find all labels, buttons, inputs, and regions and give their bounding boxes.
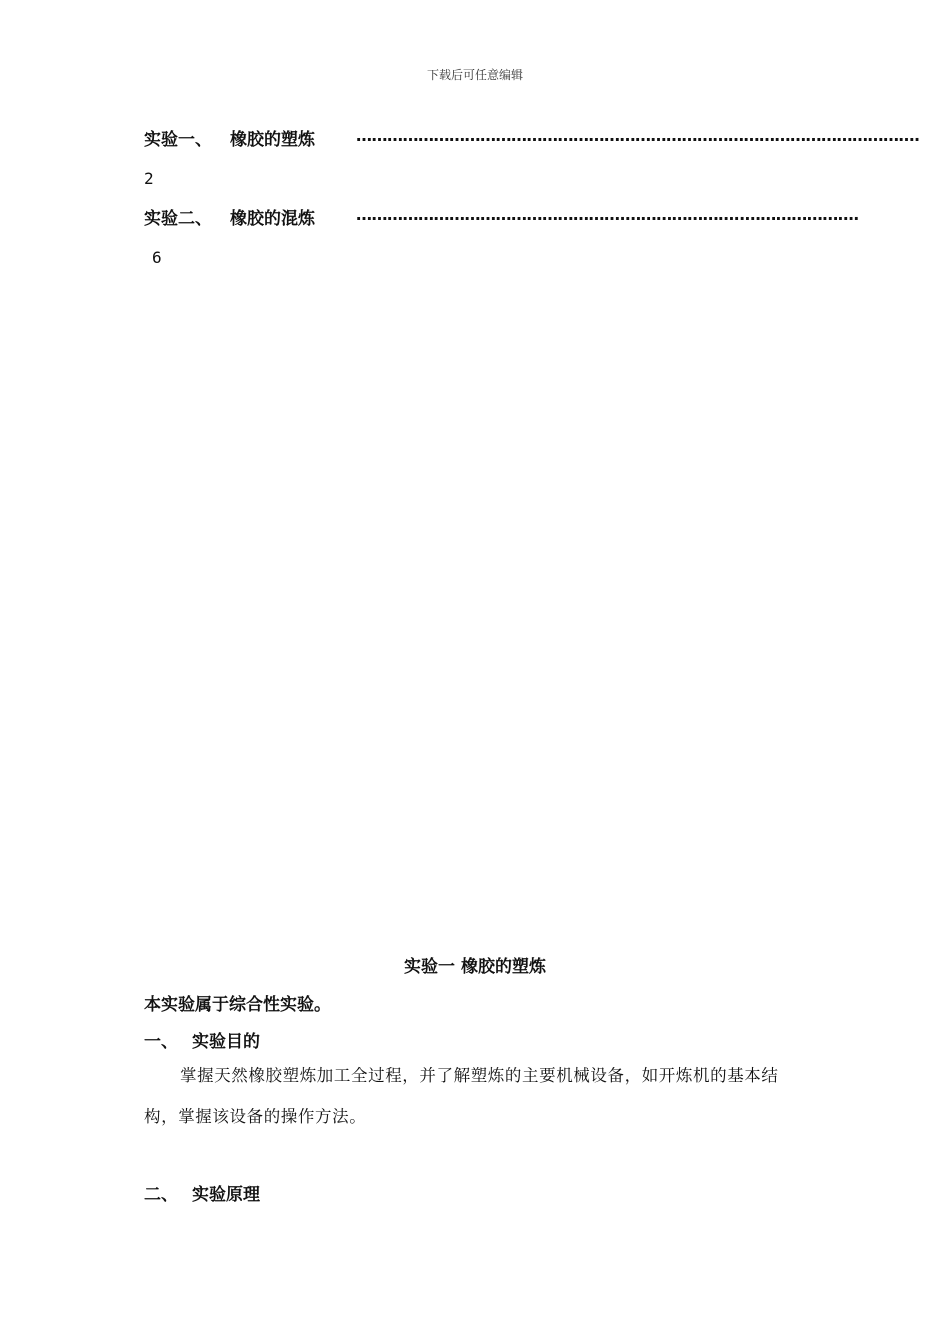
- toc-entry-2-label[interactable]: [144, 204, 315, 229]
- objective-paragraph: [144, 1055, 808, 1137]
- heading-principle-number: 二、: [144, 1185, 178, 1205]
- heading-objective-text: 实验目的: [192, 1032, 260, 1052]
- heading-principle-text: 实验原理: [192, 1185, 260, 1205]
- toc-entry-2-leader: …………………………………………….…………………..………………….: [356, 205, 859, 224]
- objective-paragraph-text: 掌握天然橡胶塑炼加工全过程，并了解塑炼的主要机械设备，如开炼机的基本结构，掌握该设备的操作方法。: [144, 1066, 779, 1126]
- toc-entry-2-title: 橡胶的混炼: [230, 209, 315, 229]
- toc-entry-1-page[interactable]: 2: [144, 169, 154, 188]
- toc-entry-1-label[interactable]: [144, 125, 315, 150]
- toc-entry-1-title: 橡胶的塑炼: [230, 130, 315, 150]
- heading-objective-number: 一、: [144, 1032, 178, 1052]
- section-title: 实验一 橡胶的塑炼: [404, 957, 546, 977]
- section-subtitle: 本实验属于综合性实验。: [144, 995, 331, 1015]
- toc-entry-2-page[interactable]: 6: [152, 248, 162, 267]
- toc-entry-2-number: 实验二、: [144, 209, 212, 229]
- page-header: 下载后可任意编辑: [426, 68, 523, 82]
- heading-objective: [144, 1027, 260, 1052]
- toc-entry-1-number: 实验一、: [144, 130, 212, 150]
- toc-entry-1-leader: ……………………………………………………………………………………………….: [356, 126, 920, 145]
- heading-principle: [144, 1180, 260, 1205]
